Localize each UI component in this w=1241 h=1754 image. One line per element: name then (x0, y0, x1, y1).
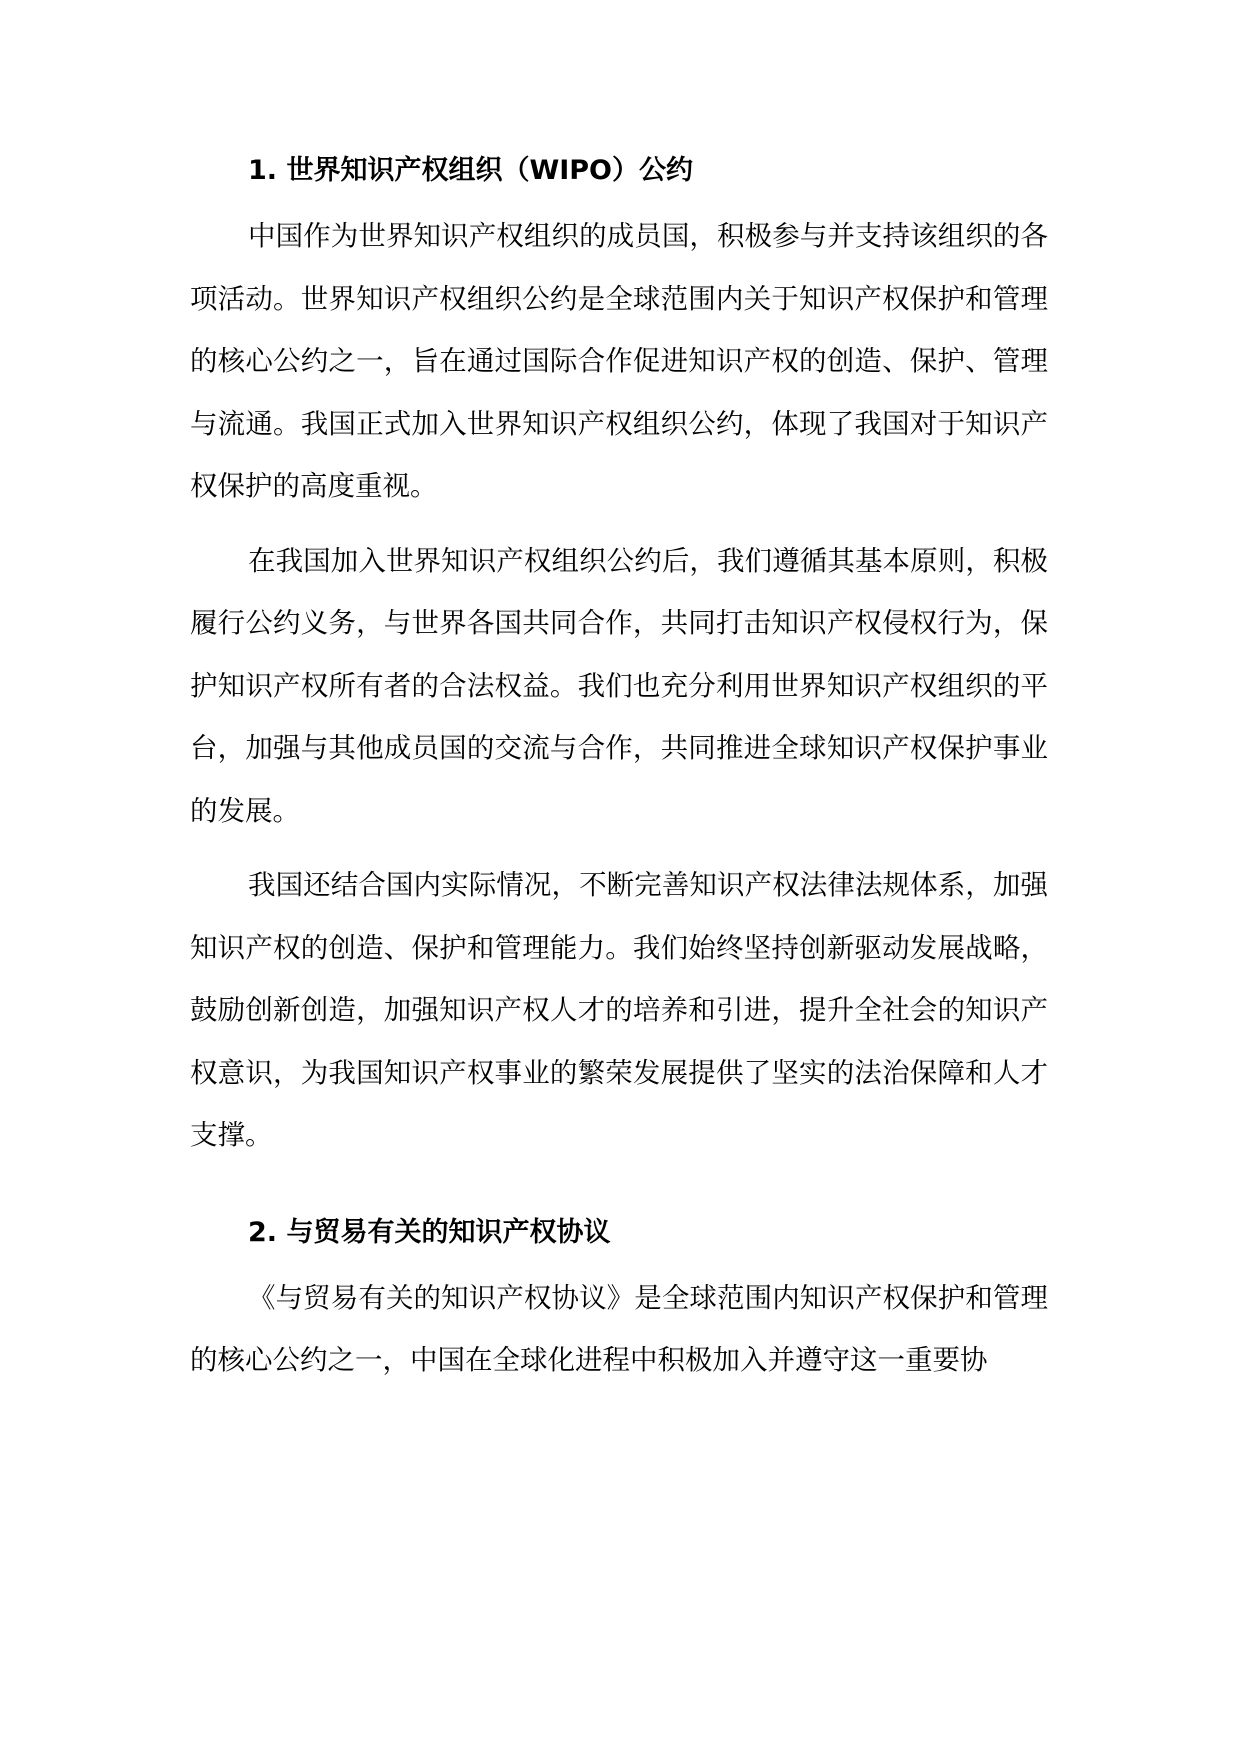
section-heading-wipo: 1. 世界知识产权组织（WIPO）公约 (248, 155, 694, 186)
section-heading-trips: 2. 与贸易有关的知识产权协议 (248, 1216, 611, 1248)
document-body (190, 145, 1048, 1392)
paragraph: 《与贸易有关的知识产权协议》是全球范围内知识产权保护和管理的核心公约之一，中国在全球化进程中积极加入并遵守这一重要协 (190, 1281, 1048, 1376)
paragraph: 中国作为世界知识产权组织的成员国，积极参与并支持该组织的各项活动。世界知识产权组织公约是全球范围内关于知识产权保护和管理的核心公约之一，旨在通过国际合作促进知识产权的创造、保护、管理与流通。我国正式加入世界知识产权组织公约，体现了我国对于知识产权保护的高度重视。 (190, 220, 1048, 502)
paragraph: 在我国加入世界知识产权组织公约后，我们遵循其基本原则，积极履行公约义务，与世界各国共同合作，共同打击知识产权侵权行为，保护知识产权所有者的合法权益。我们也充分利用世界知识产权组织的平台，加强与其他成员国的交流与合作，共同推进全球知识产权保护事业的发展。 (190, 544, 1048, 827)
paragraph: 我国还结合国内实际情况，不断完善知识产权法律法规体系，加强知识产权的创造、保护和管理能力。我们始终坚持创新驱动发展战略，鼓励创新创造，加强知识产权人才的培养和引进，提升全社会的知识产权意识，为我国知识产权事业的繁荣发展提供了坚实的法治保障和人才支撑。 (190, 869, 1048, 1151)
